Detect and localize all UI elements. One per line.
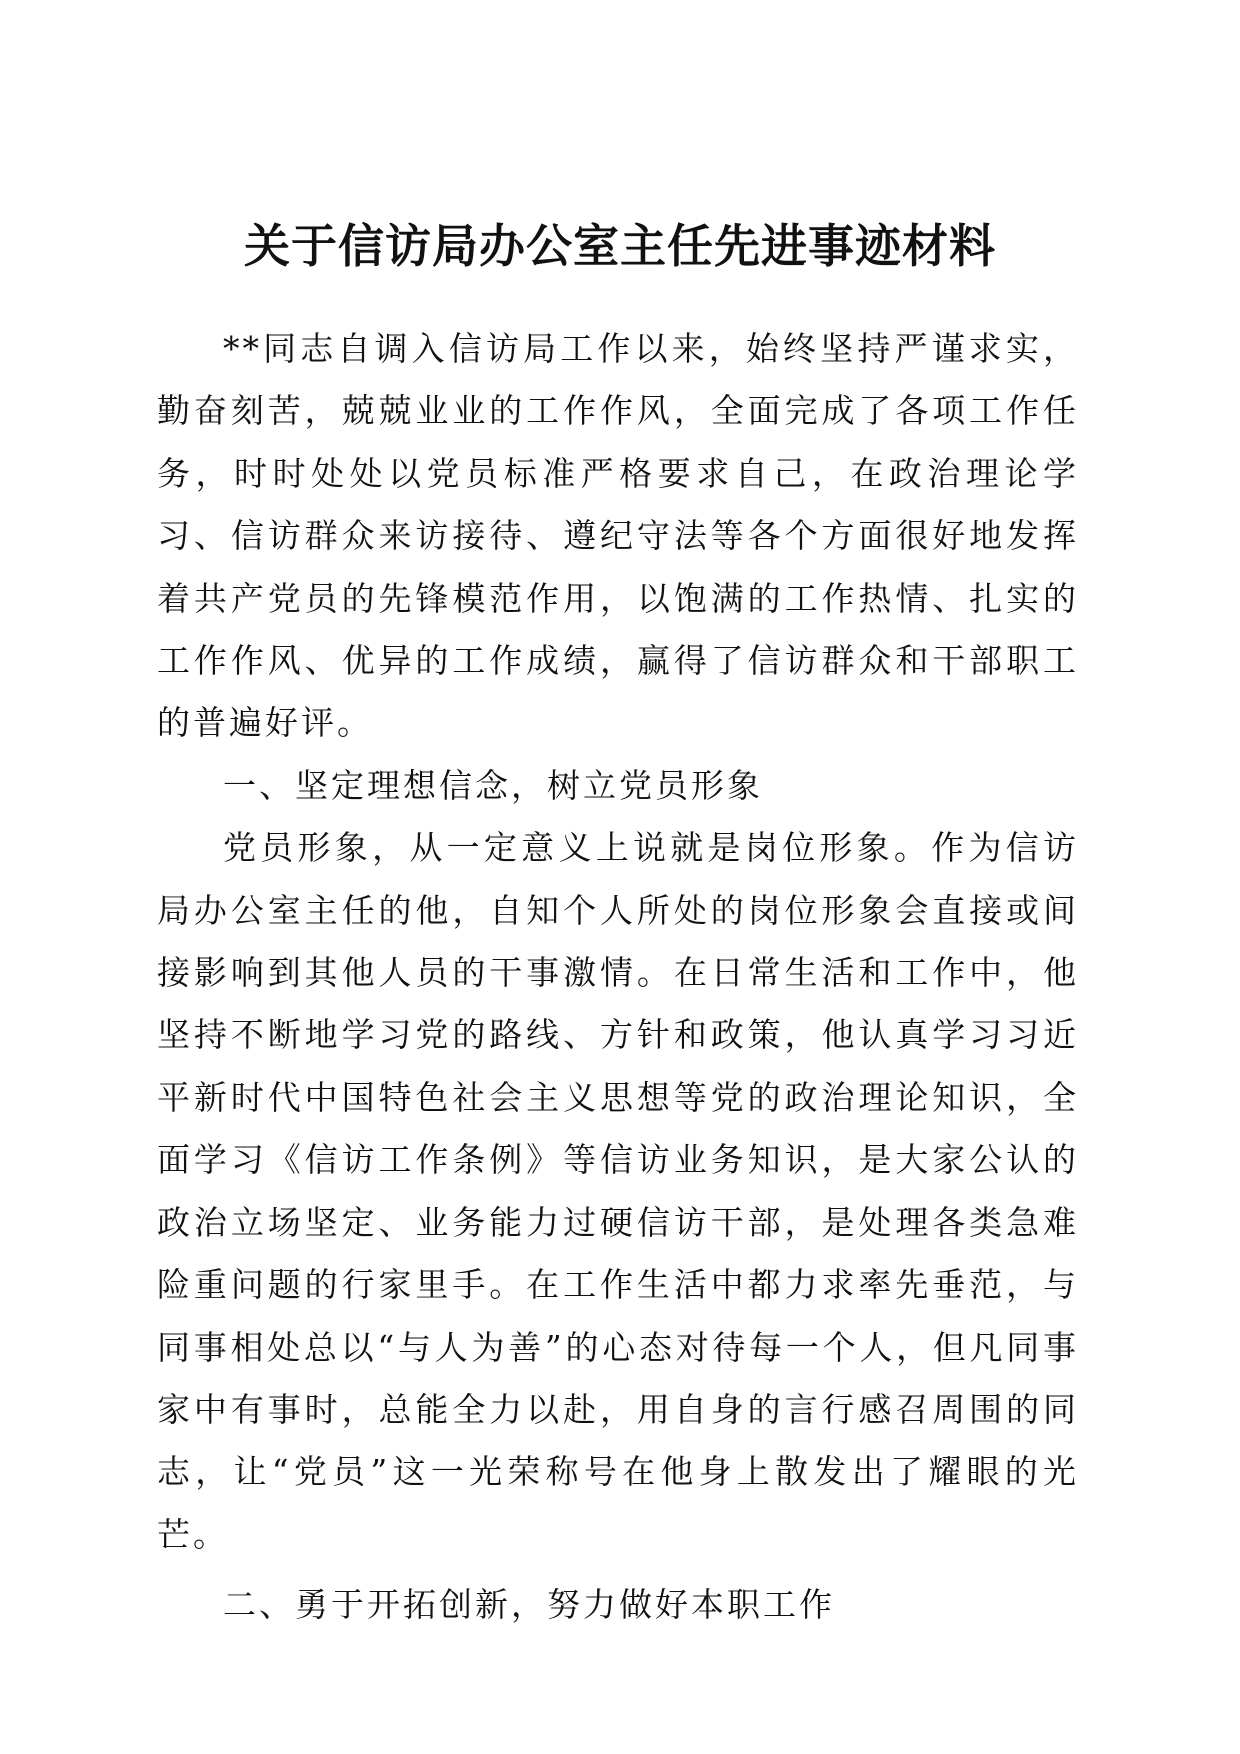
document-body xyxy=(157,318,1079,1637)
document-title: 关于信访局办公室主任先进事迹材料 xyxy=(244,219,996,273)
intro-paragraph: **同志自调入信访局工作以来，始终坚持严谨求实，勤奋刻苦，兢兢业业的工作作风，全面完成了各项工作任务，时时处处以党员标准严格要求自己，在政治理论学习、信访群众来访接待、遵纪守法等各个方面很好地发挥着共产党员的先锋模范作用，以饱满的工作热情、扎实的工作作风、优异的工作成绩，赢得了信访群众和干部职工的普遍好评。 xyxy=(157,329,1079,743)
section-1-paragraph: 党员形象，从一定意义上说就是岗位形象。作为信访局办公室主任的他，自知个人所处的岗位形象会直接或间接影响到其他人员的干事激情。在日常生活和工作中，他坚持不断地学习党的路线、方针和政策，他认真学习习近平新时代中国特色社会主义思想等党的政治理论知识，全面学习《信访工作条例》等信访业务知识，是大家公认的政治立场坚定、业务能力过硬信访干部，是处理各类急难险重问题的行家里手。在工作生活中都力求率先垂范，与同事相处总以“与人为善”的心态对待每一个人，但凡同事家中有事时，总能全力以赴，用自身的言行感召周围的同志，让“党员”这一光荣称号在他身上散发出了耀眼的光芒。 xyxy=(157,828,1079,1554)
section-heading-2: 二、勇于开拓创新，努力做好本职工作 xyxy=(223,1585,835,1625)
section-heading-1: 一、坚定理想信念，树立党员形象 xyxy=(223,765,763,805)
